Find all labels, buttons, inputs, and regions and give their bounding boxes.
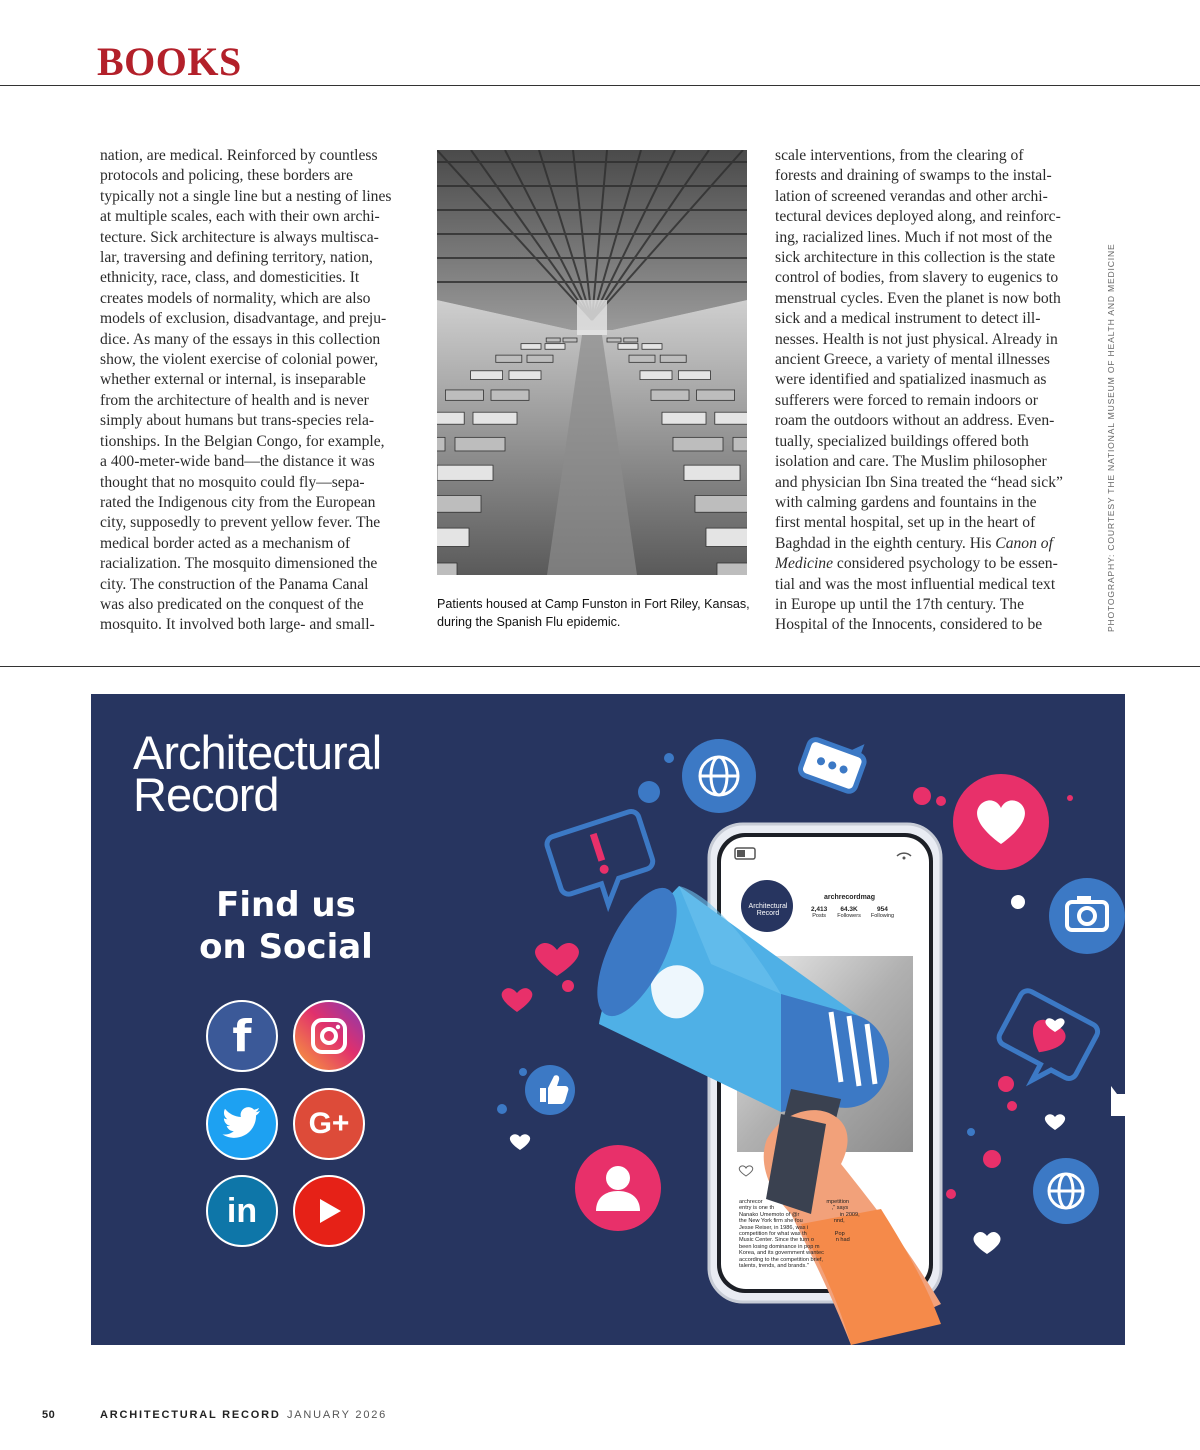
text-line	[775, 554, 1087, 574]
text-line: Hospital of the Innocents, considered to be	[775, 616, 1043, 634]
photo-credit: PHOTOGRAPHY: COURTESY THE NATIONAL MUSEUM OF HEALTH AND MEDICINE	[1106, 243, 1116, 632]
post-caption-line: Jesse Reiser, in 1986, was i	[739, 1224, 809, 1231]
text-line: in Europe up until the 17th century. The	[775, 595, 1025, 613]
text-line: forests and draining of swamps to the instal-	[775, 167, 1052, 185]
post-caption	[739, 1199, 919, 1269]
text-line: were identified and spatialized inasmuch as	[775, 371, 1047, 389]
post-caption-line: competition for what was th Pop	[739, 1231, 845, 1238]
find-us-line-2: on Social	[199, 927, 373, 967]
text-line: sick and a medical instrument to detect ill-	[775, 310, 1041, 328]
post-caption-line: entry is one th ," says	[739, 1205, 849, 1212]
text-line: and physician Ibn Sina treated the “head sick”	[775, 473, 1063, 491]
find-us-line-1: Find us	[216, 885, 356, 925]
text-line: tionships. In the Belgian Congo, for example,	[100, 432, 385, 450]
profile-stat: 954 Following	[870, 906, 895, 919]
text-line: thought that no mosquito could fly—sepa-	[100, 473, 365, 491]
text-line: first mental hospital, set up in the heart of	[775, 514, 1036, 532]
user-profile-icon	[575, 1145, 661, 1231]
megaphone-illustration	[91, 694, 1125, 1345]
text-line: ancient Greece, a variety of mental illnesses	[775, 351, 1050, 369]
thumbs-up-icon	[525, 1065, 575, 1115]
post-caption-line: according to the competition brief,	[739, 1256, 823, 1263]
article-column-right	[775, 146, 1087, 636]
text-line: simply about humans but trans-species rela-	[100, 412, 375, 430]
chat-bubble-icon	[799, 726, 871, 793]
text-line: city, supposedly to prevent yellow fever. The	[100, 514, 381, 532]
brand-line-2: Record	[133, 768, 279, 821]
text-line: from the architecture of health and is never	[100, 391, 369, 409]
text-line: isolation and care. The Muslim philosopher	[775, 453, 1047, 471]
text-line: models of exclusion, disadvantage, and preju-	[100, 310, 387, 328]
text-line: at multiple scales, each with their own archi-	[100, 208, 380, 226]
section-rule	[0, 666, 1200, 667]
text-line: nesses. Health is not just physical. Already in	[775, 330, 1058, 348]
text-line-rest: considered psychology to be essen-	[833, 555, 1058, 573]
profile-avatar: Architectural Record	[748, 903, 788, 917]
publication-name: ARCHITECTURAL RECORD	[100, 1409, 281, 1421]
text-line: Baghdad in the eighth century. His Canon of	[775, 534, 1053, 552]
text-line: control of bodies, from slavery to eugenics to	[775, 269, 1059, 287]
heart-badge-icon	[953, 774, 1049, 870]
text-line: tecture. Sick architecture is always multisca-	[100, 228, 379, 246]
text-line: dice. As many of the essays in this collection	[100, 330, 381, 348]
historic-ward-photo	[437, 150, 747, 575]
text-line: city. The construction of the Panama Canal	[100, 575, 369, 593]
text-line: typically not a single line but a nesting of lines	[100, 187, 392, 205]
linkedin-icon[interactable]: in	[206, 1175, 278, 1247]
page-number: 50	[42, 1409, 56, 1421]
profile-stat: 2,413 Posts	[811, 906, 828, 919]
profile-stat: 64.3K Followers	[837, 906, 861, 919]
post-caption-line: been losing dominance in pop m	[739, 1243, 820, 1250]
brand-line-1: Architectural	[133, 726, 382, 779]
text-line: with calming gardens and fountains in the	[775, 493, 1037, 511]
profile-stats	[811, 906, 894, 919]
post-caption-line: the New York firm she fou nnd,	[739, 1218, 845, 1225]
text-line: ing, racialized lines. Much if not most of the	[775, 228, 1053, 246]
text-line: medical border acted as a mechanism of	[100, 534, 351, 552]
post-caption-line: Music Center. Since the turn o n had	[739, 1237, 850, 1244]
facebook-icon[interactable]: f	[206, 1000, 278, 1072]
profile-handle[interactable]: archrecordmag	[824, 894, 875, 901]
text-line: was also predicated on the conquest of the	[100, 595, 364, 613]
text-line: lar, traversing and defining territory, nation,	[100, 249, 373, 267]
text-line: scale interventions, from the clearing of	[775, 147, 1024, 164]
text-line: nation, are medical. Reinforced by countless	[100, 147, 378, 164]
text-line: tectural devices deployed along, and reinforc-	[775, 208, 1061, 226]
text-line: mosquito. It involved both large- and small-	[100, 616, 375, 634]
book-title-part: Canon of	[995, 534, 1053, 552]
book-title-part: Medicine	[775, 555, 834, 573]
post-caption-line: archrecor mpetition	[739, 1199, 850, 1205]
text-line: rated the Indigenous city from the European	[100, 493, 376, 511]
post-caption-line: talents, trends, and brands."	[739, 1263, 809, 1270]
text-line: protocols and policing, these borders are	[100, 167, 353, 185]
social-media-advertisement[interactable]	[91, 694, 1125, 1345]
text-line: tial and was the most influential medical text	[775, 575, 1056, 593]
text-line: roam the outdoors without an address. Even-	[775, 412, 1055, 430]
camera-icon	[1049, 878, 1125, 954]
text-line: a 400-meter-wide band—the distance it was	[100, 453, 375, 471]
google-plus-icon[interactable]: G+	[293, 1088, 365, 1160]
text-line: sufferers were forced to remain indoors or	[775, 391, 1038, 409]
text-line: sick architecture in this collection is the state	[775, 249, 1056, 267]
photo-caption: Patients housed at Camp Funston in Fort Riley, Kansas, during the Spanish Flu epidemic.	[437, 597, 750, 629]
text-line: lation of screened verandas and other archi-	[775, 187, 1048, 205]
header-rule	[0, 85, 1200, 86]
post-caption-line: Nanako Umemoto of @r in 2009,	[739, 1211, 860, 1218]
text-line: racialization. The mosquito dimensioned the	[100, 555, 378, 573]
post-caption-line: Korea, and its government wantec	[739, 1250, 824, 1257]
text-line: ethnicity, race, class, and domesticities. It	[100, 269, 360, 287]
text-line: tually, specialized buildings offered both	[775, 432, 1029, 450]
article-column-left	[100, 146, 412, 636]
text-line: show, the violent exercise of colonial power,	[100, 351, 379, 369]
section-heading: BOOKS	[97, 39, 242, 84]
text-line: whether external or internal, is inseparable	[100, 371, 366, 389]
globe-icon-small	[1033, 1158, 1099, 1224]
globe-icon	[682, 739, 756, 813]
text-line: menstrual cycles. Even the planet is now both	[775, 289, 1061, 307]
text-line: creates models of normality, which are also	[100, 289, 371, 307]
issue-date: JANUARY 2026	[287, 1409, 388, 1421]
